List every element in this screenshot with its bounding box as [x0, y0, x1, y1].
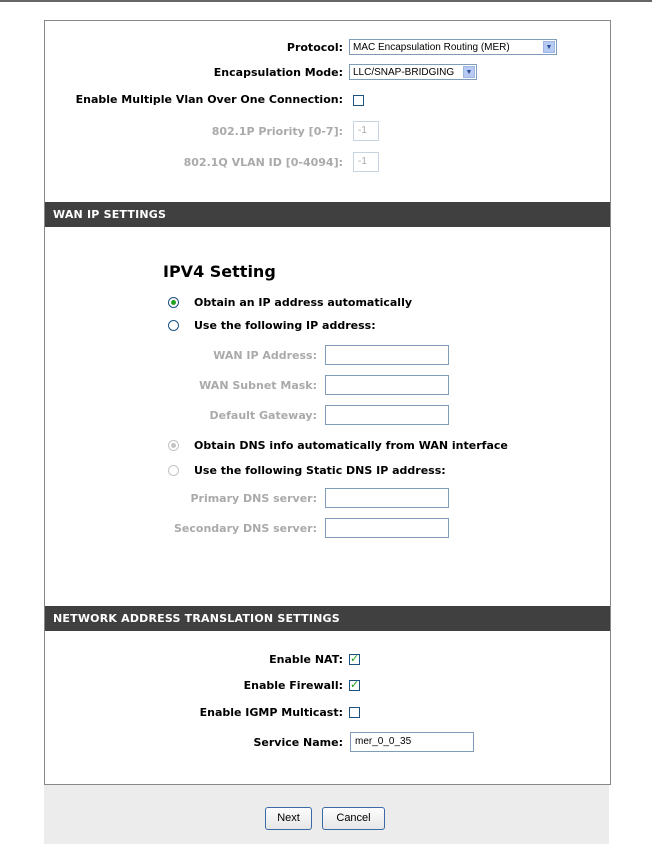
- multi-vlan-row: [45, 89, 610, 111]
- chevron-down-icon: ▼: [543, 41, 555, 53]
- enable-firewall-row: [45, 675, 610, 697]
- wan-ip-settings-panel: [44, 202, 611, 606]
- connection-settings-panel: [44, 20, 611, 203]
- encapsulation-select[interactable]: [349, 64, 477, 80]
- encapsulation-row: [45, 62, 610, 84]
- protocol-row: [45, 37, 610, 59]
- protocol-select-value: MAC Encapsulation Routing (MER): [353, 42, 510, 53]
- ipv4-title: IPV4 Setting: [163, 262, 276, 281]
- enable-nat-checkbox[interactable]: [349, 654, 360, 665]
- chevron-down-icon: ▼: [463, 66, 475, 78]
- gateway-row: [45, 405, 610, 427]
- enable-nat-row: [45, 649, 610, 671]
- vlan-id-label: 802.1Q VLAN ID [0-4094]:: [183, 156, 343, 169]
- priority-row: [45, 121, 610, 143]
- multi-vlan-checkbox[interactable]: [353, 95, 364, 106]
- multi-vlan-label: Enable Multiple Vlan Over One Connection:: [75, 93, 343, 106]
- enable-nat-label: Enable NAT:: [269, 653, 343, 666]
- static-ip-label: Use the following IP address:: [194, 319, 376, 332]
- auto-dns-radio[interactable]: [168, 440, 179, 451]
- static-dns-label: Use the following Static DNS IP address:: [194, 464, 446, 477]
- static-dns-radio[interactable]: [168, 465, 179, 476]
- service-name-row: [45, 732, 610, 754]
- nat-settings-panel: [44, 606, 611, 785]
- secondary-dns-label: Secondary DNS server:: [174, 522, 317, 535]
- subnet-label: WAN Subnet Mask:: [199, 379, 317, 392]
- priority-input[interactable]: -1: [353, 121, 379, 141]
- wan-ip-header: WAN IP SETTINGS: [45, 202, 610, 227]
- secondary-dns-input[interactable]: [325, 518, 449, 538]
- subnet-input[interactable]: [325, 375, 449, 395]
- vlan-id-row: [45, 152, 610, 174]
- static-ip-radio[interactable]: [168, 320, 179, 331]
- encapsulation-label: Encapsulation Mode:: [213, 66, 343, 79]
- encapsulation-select-value: LLC/SNAP-BRIDGING: [353, 67, 455, 78]
- service-name-input[interactable]: mer_0_0_35: [350, 732, 474, 752]
- protocol-label: Protocol:: [286, 41, 343, 54]
- auto-ip-radio[interactable]: [168, 297, 179, 308]
- secondary-dns-row: [45, 518, 610, 540]
- auto-dns-label: Obtain DNS info automatically from WAN interface: [194, 439, 508, 452]
- top-divider: [0, 0, 652, 2]
- nat-header: NETWORK ADDRESS TRANSLATION SETTINGS: [45, 606, 610, 631]
- footer-bar: [44, 785, 609, 844]
- igmp-label: Enable IGMP Multicast:: [199, 706, 343, 719]
- subnet-row: [45, 375, 610, 397]
- priority-label: 802.1P Priority [0-7]:: [211, 125, 343, 138]
- gateway-input[interactable]: [325, 405, 449, 425]
- next-button[interactable]: Next: [265, 807, 312, 830]
- auto-ip-label: Obtain an IP address automatically: [194, 296, 413, 309]
- wan-ip-input[interactable]: [325, 345, 449, 365]
- enable-firewall-checkbox[interactable]: [349, 680, 360, 691]
- primary-dns-label: Primary DNS server:: [190, 492, 317, 505]
- protocol-select[interactable]: [349, 39, 557, 55]
- vlan-id-input[interactable]: -1: [353, 152, 379, 172]
- wan-ip-row: [45, 345, 610, 367]
- gateway-label: Default Gateway:: [209, 409, 317, 422]
- service-name-label: Service Name:: [253, 736, 343, 749]
- igmp-row: [45, 702, 610, 724]
- igmp-checkbox[interactable]: [349, 707, 360, 718]
- primary-dns-row: [45, 488, 610, 510]
- wan-ip-label: WAN IP Address:: [213, 349, 317, 362]
- primary-dns-input[interactable]: [325, 488, 449, 508]
- enable-firewall-label: Enable Firewall:: [243, 679, 343, 692]
- cancel-button[interactable]: Cancel: [322, 807, 385, 830]
